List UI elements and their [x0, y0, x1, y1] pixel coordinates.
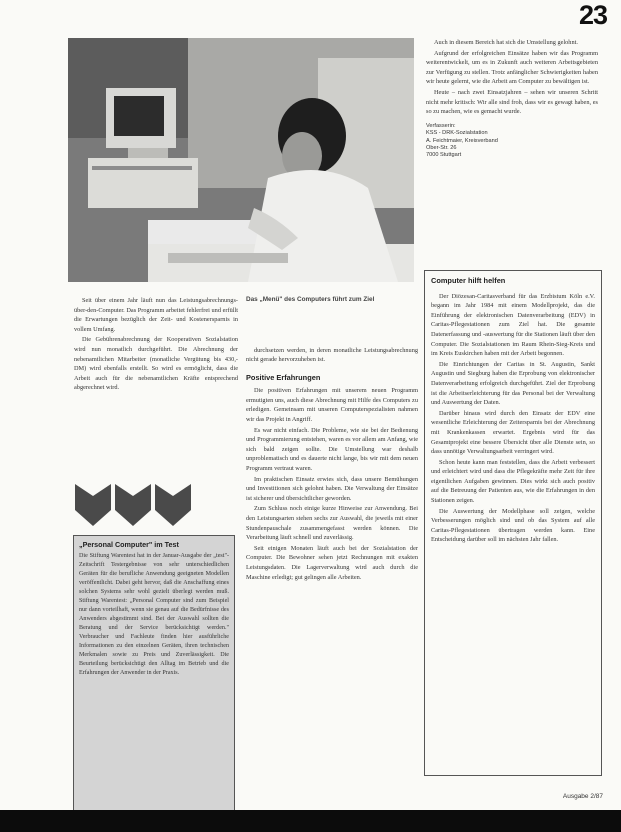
paragraph: Die Einrichtungen der Caritas in St. Augustin, Sankt Augustin und Siegburg haben die Erprobung von elektronischer Datenverarbeitung erfolgreich durchgeführt. Ziel der Erprobung ist die Arbeitserleichterung für das Personal bei der Verwaltung und Auswertung der Daten.: [431, 360, 595, 407]
author-address: [426, 123, 598, 160]
paragraph: durchsetzen werden, in deren monatliche Leistungsabrechnung nicht gerade hervorzuheben ist.: [246, 346, 418, 364]
paragraph: Schon heute kann man feststellen, dass die Arbeit verbessert und erleichtert wird und dass die Pflegekräfte mehr Zeit für ihre eigentlichen Aufgaben gewinnen. Dies wirkt sich auch positiv auf die Betreuung der Patienten aus, wie die Erfahrungen in den Stationen zeigen.: [431, 458, 595, 505]
article-column-right: [426, 38, 598, 182]
paragraph: Zum Schluss noch einige kurze Hinweise zur Anwendung. Bei den Leistungsarten stehen sechs zur Auswahl, die jeweils mit einer Stundenpauschale zusammengefasst werden können. Die Verarbeitung läuft schnell und zuverlässig.: [246, 505, 418, 542]
info-box-text: Die Stiftung Warentest hat in der Januar-Ausgabe der „test"-Zeitschrift Testergebnisse von sehr unterschiedlichen Geräten für die berufliche Anwendung geeigneten Modellen veröffentlicht. Dabei geht hervor, daß die Anschaffung eines solchen Systems sehr wohl gezielt überlegt werden muß. Stiftung Warentest: „Personal Computer sind zum Beispiel nur dann vorteilhaft, wenn sie genau auf die Bedürfnisse des Anwenders abgestimmt sind. Bei der Auswahl sollten die Beratung und der Service berücksichtigt werden." Verbraucher und Fachleute finden hier ausführliche Informationen zu den einzelnen Geräten, ihren technischen Merkmalen sowie zu Preis und Zuverlässigkeit. Die Beurteilung berücksichtigt den Alltag im Betrieb und die Erfahrungen der Anwender in der Praxis.: [79, 553, 229, 676]
paragraph: Die positiven Erfahrungen mit unserem neuen Programm ermutigten uns, auch diese Abrechnung mit Hilfe des Computers zu erledigen. Gemeinsam mit unseren Computerspezialisten nahmen wir das Projekt in Angriff.: [246, 387, 418, 424]
address-line: 7000 Stuttgart: [426, 152, 462, 159]
paragraph: Seit einigen Monaten läuft auch bei der Sozialstation der Computer. Die Bewohner sehen jetzt Rechnungen mit exakten Leistungsdaten. Die Lagerverwaltung wird auch durch die Maschine erledigt; gut gelingen alle Arbeiten.: [246, 544, 418, 581]
paragraph: Aufgrund der erfolgreichen Einsätze haben wir das Programm weiterentwickelt, um es in Zukunft auch weiteren Arbeitsgebieten zur Verfügung zu stellen. Trotz anfänglicher Schwierigkeiten haben wir heute gelernt, wie die Arbeit am Computer zu bewältigen ist.: [426, 49, 598, 86]
address-label: Verfasserin:: [426, 122, 456, 129]
address-line: KSS - DRK-Sozialstation: [426, 130, 488, 137]
article-photo: [68, 38, 414, 282]
info-box-title: „Personal Computer" im Test: [79, 540, 179, 549]
bottom-black-bar: [0, 810, 621, 832]
paragraph: Die Auswertung der Modellphase soll zeigen, welche Verbesserungen möglich sind und ob das System auf alle Caritas-Pflegestationen übertragen werden kann. Eine Entscheidung darüber soll im nächsten Jahr fallen.: [431, 507, 595, 544]
sidebar-box-computer-hilft: [424, 270, 602, 776]
paragraph: Der Diözesan-Caritasverband für das Erzbistum Köln e.V. begann im Jahr 1984 mit einem Modellprojekt, das die Einführung der elektronischen Datenverarbeitung (EDV) in Caritas-Pflegestationen zum Ziel hat. Die gesamte Datenerfassung und -auswertung für die Stationen läuft über den Computer. Die Sozialstationen im Raum Rhein-Sieg-Kreis und im Kreis Euskirchen haben mit der Arbeit begonnen.: [431, 292, 595, 358]
footer-issue: Ausgabe 2/87: [562, 793, 603, 800]
sidebar-box-title: Computer hilft helfen: [431, 276, 506, 285]
address-line: A. Feichtmaier, Kreisverband: [426, 137, 498, 144]
info-box-test: [73, 535, 235, 817]
section-heading: Positive Erfahrungen: [246, 372, 321, 382]
paragraph: Heute – nach zwei Einsatzjahren – sehen wir unseren Schritt nicht mehr kritisch: Wir alle sind froh, dass wir es gewagt haben, es so zu machen, wie es gemacht wurde.: [426, 88, 598, 116]
article-column-left: [74, 296, 238, 394]
paragraph: Es war nicht einfach. Die Probleme, wie sie bei der Bedienung und Programmierung entstehen, waren es vor allem am Anfang, wie sich bald zeigen sollte. Die Umstellung war deshalb unproblematisch und es dauerte nicht lange, bis wir mit dem neuen Programm vertraut waren.: [246, 426, 418, 473]
paragraph: Darüber hinaus wird durch den Einsatz der EDV eine wesentliche Erleichterung der Zeitersparnis bei der Abrechnung mit Krankenkassen erwartet. Ergebnis wird für das Gesamtprojekt eine bessere Übersicht über alle Dienste sein, so dass unnötige Verwaltungsarbeit verringert wird.: [431, 409, 595, 456]
paragraph: Im praktischen Einsatz erwies sich, dass unsere Bemühungen und Investitionen sich gelohnt haben. Die Verwaltung der Einsätze ist sicherer und übersichtlicher geworden.: [246, 475, 418, 502]
address-line: Ober-Str. 26: [426, 144, 457, 151]
arrow-decoration-icon: [73, 482, 193, 532]
photo-caption: Das „Menü" des Computers führt zum Ziel: [246, 296, 375, 303]
paragraph: Die Gebührenabrechnung der Kooperativen Sozialstation wird nun monatlich durchgeführt. Die Abrechnung der nebenamtlichen Mitarbeiter (monatliche Vergütung bis 430,- DM) wird ebenfalls erstellt. So wird es ermöglicht, dass die Arbeit auch für die nebenamtlichen Kräfte entsprechend abgerechnet wird.: [74, 336, 238, 392]
page-number: 23: [578, 0, 607, 30]
paragraph: Seit über einem Jahr läuft nun das Leistungsabrechnungs-über-den-Computer. Das Programm arbeitet fehlerfrei und erfüllt die Erwartungen bezüglich der Zeit- und Kostenersparnis in vollem Umfang.: [74, 297, 238, 333]
article-column-middle: [246, 296, 418, 583]
paragraph: Auch in diesem Bereich hat sich die Umstellung gelohnt.: [434, 39, 578, 46]
